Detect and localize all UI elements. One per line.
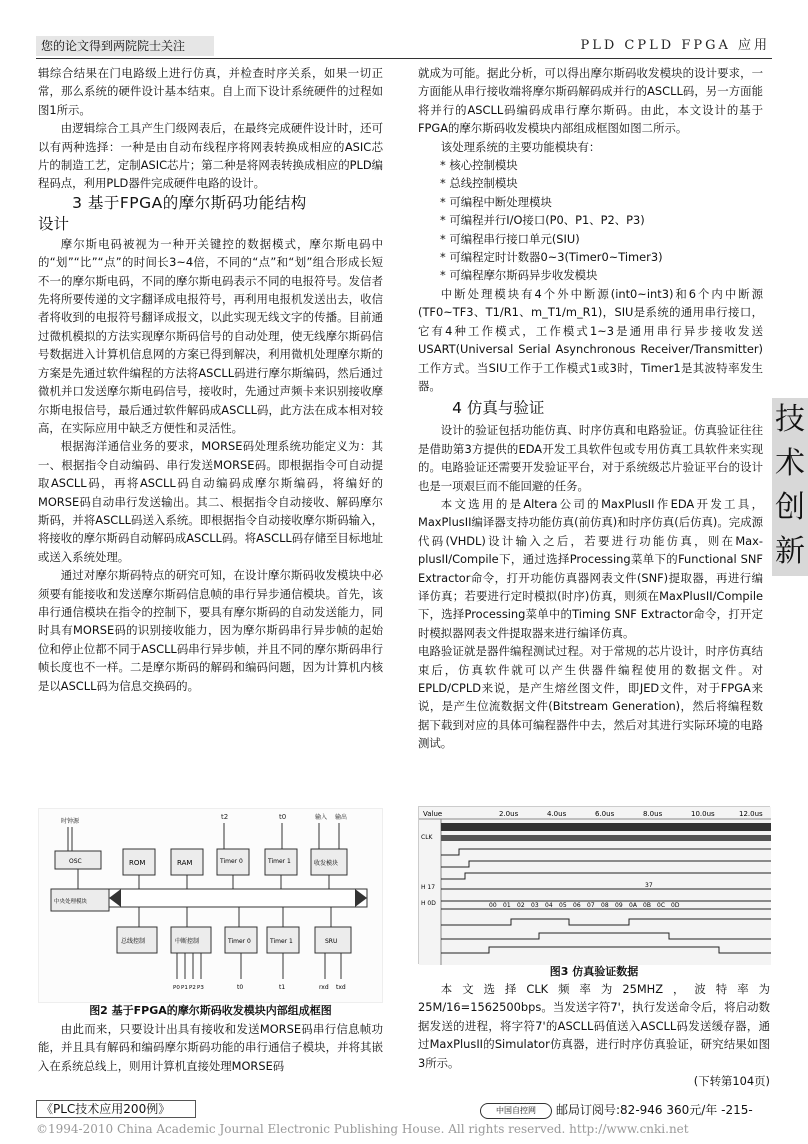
paragraph: 根据海洋通信业务的要求，MORSE码处理系统功能定义为：其一、根据指令自动编码、串行发送MORSE码。即根据指令可自动提取ASCLL码，再将ASCLL码自动编码成摩尔斯编码，将编好的MORSE码自动串行发送输出。其二、根据指令自动接收、解码摩尔斯码，并将ASCLL码送入系统。即根据指令自动接收摩尔斯码输入，将接收的摩尔斯码自动解码成ASCLL码。将ASCLL码存储至目标地址或送入系统处理。 <box>38 439 383 564</box>
fig2-block: 中断控制 <box>175 938 200 945</box>
fig2-label: 输入 <box>315 814 328 821</box>
header-rule <box>36 58 772 59</box>
fig3-row-label: H 17 <box>421 884 436 891</box>
fig2-label: P3 <box>197 985 204 991</box>
right-column <box>418 64 763 753</box>
fig3-hex-value: 06 <box>573 902 581 909</box>
copyright-watermark: ©1994-2010 China Academic Journal Electronic Publishing House. All rights reserved. http://www.cnki.net <box>36 1122 689 1136</box>
side-tab <box>772 398 808 576</box>
fig2-label: rxd <box>319 984 329 991</box>
fig2-block: 总线控制 <box>121 938 146 945</box>
fig3-hex-value: 03 <box>531 902 539 909</box>
fig3-time-label: 10.0us <box>691 810 715 818</box>
fig3-hex-value: 01 <box>503 902 511 909</box>
list-item: * 可编程串行接口单元(SIU) <box>440 231 580 246</box>
fig3-time-label: 8.0us <box>643 810 663 818</box>
fig2-block: SRU <box>325 938 338 945</box>
fig3-time-label: 4.0us <box>547 810 567 818</box>
continuation-note: (下转第104页) <box>693 1074 770 1089</box>
figure-3-caption: 图3 仿真验证数据 <box>549 965 639 978</box>
fig2-block: RAM <box>177 859 193 867</box>
paragraph: 辑综合结果在门电路级上进行仿真，并检查时序关系，如果一切正常，那么系统的硬件设计基本结束。自上而下设计系统硬件的过程如图1所示。 <box>38 66 383 117</box>
footer-subscription <box>480 1101 772 1119</box>
paragraph: 该处理系统的主要功能模块有： <box>440 139 601 154</box>
fig2-block: OSC <box>69 858 82 865</box>
fig3-time-label: Value <box>423 810 443 818</box>
publisher-logo: 中国自控网 <box>480 1103 552 1119</box>
side-tab-char: 术 <box>775 446 805 481</box>
fig3-hex-value: 04 <box>545 902 553 909</box>
paragraph: 中断处理模块有4个外中断源(int0~int3)和6个内中断源(TF0~TF3、T1/R1、m_T1/m_R1)，SIU是系统的通用串行接口，它有4种工作模式，工作模式1~3是通用串行异步接收发送USART(Universal Serial Asynchronous Receiver/Transmitter)工作方式。当SIU工作于工作模式1或3时，Timer1是其波特率发生器。 <box>418 286 763 393</box>
list-item: * 可编程定时计数器0~3(Timer0~Timer3) <box>440 250 663 265</box>
fig3-hex-value: 0B <box>643 902 651 909</box>
right-column-bottom <box>418 980 770 1090</box>
fig3-hex-value: 37 <box>645 882 653 889</box>
fig3-row-label: H 0D <box>421 900 436 907</box>
list-item: * 可编程摩尔斯码异步收发模块 <box>440 268 598 283</box>
left-column-bottom <box>38 1020 383 1075</box>
paragraph: 本文选用的是Altera公司的MaxPlusII作EDA开发工具，MaxPlusII编译器支持功能仿真(前仿真)和时序仿真(后仿真)。完成源代码(VHDL)设计输入之后，若要进行功能仿真，则在Max-plusII/Compile下，通过选择Processing菜单下的Functional SNF Extractor命令，打开功能仿真器网表文件(SNF)提取器，再进行编译仿真；若要进行定时模拟(时序)仿真，则须在MaxPlusII/Compile下，选择Processing菜单中的Timing SNF Extractor命令，打开定时模拟器网表文件提取器来进行编译仿真。 <box>418 496 763 640</box>
fig2-block: Timer 1 <box>268 858 291 865</box>
fig2-label: t0 <box>279 813 287 821</box>
fig2-label: P1 <box>181 985 188 991</box>
fig2-block: Timer 0 <box>228 938 251 945</box>
section-header: PLD CPLD FPGA 应用 <box>580 38 770 53</box>
list-item: * 总线控制模块 <box>440 176 518 191</box>
fig2-block: ROM <box>129 859 146 867</box>
fig3-row-label: CLK <box>421 834 433 841</box>
fig3-hex-value: 0C <box>657 902 666 909</box>
figure-3-simulation-waveform <box>418 806 770 964</box>
fig3-hex-value: 05 <box>559 902 567 909</box>
figure-2-caption: 图2 基于FPGA的摩尔斯码收发模块内部组成框图 <box>89 1004 332 1017</box>
fig2-block: 中央处理模块 <box>54 899 88 905</box>
section-heading-4: 4 仿真与验证 <box>452 399 545 418</box>
fig3-hex-value: 00 <box>489 902 497 909</box>
fig3-hex-value: 09 <box>615 902 623 909</box>
list-item: * 可编程中断处理模块 <box>440 194 552 209</box>
fig2-block: 收发模块 <box>314 860 339 867</box>
fig3-hex-value: 07 <box>587 902 595 909</box>
fig3-time-label: 2.0us <box>499 810 519 818</box>
paragraph: 设计的验证包括功能仿真、时序仿真和电路验证。仿真验证往往是借助第3方提供的EDA开发工具软件包或专用仿真工具软件来实现的。电路验证还需要开发验证平台，对于系统级芯片验证平台的设计也是一项艰巨而不能回避的任务。 <box>418 423 763 493</box>
side-tab-char: 技 <box>775 402 805 437</box>
left-column <box>38 64 383 695</box>
fig2-label: P0 <box>173 985 180 991</box>
fig3-hex-value: 02 <box>517 902 525 909</box>
section-heading-3-cont: 设计 <box>38 214 70 233</box>
list-item: * 核心控制模块 <box>440 158 518 173</box>
paragraph: 本文选择CLK频率为25MHZ，波特率为25M/16=1562500bps。当发送字符7'，执行发送命令后，将启动数据发送的进程，将字符7'的ASCLL码值送入ASCLL码发送缓存器，通过MaxPlusII的Simulator仿真器，进行时序仿真验证，研究结果如图3所示。 <box>418 982 770 1070</box>
footer-book-title: 《PLC技术应用200例》 <box>36 1100 196 1118</box>
fig2-label: txd <box>336 984 346 991</box>
paragraph: 通过对摩尔斯码特点的研究可知，在设计摩尔斯码收发模块中必须要有能接收和发送摩尔斯码信息帧的串行异步通信模块。首先，该串行通信模块在指令的控制下，要具有摩尔斯码的自动发送能力，同时具有MORSE码的识别接收能力，因为摩尔斯码串行异步帧的起始位和停止位都不同于ASCLL码串行异步帧，并且不同的摩尔斯码串行帧长度也不一样。二是摩尔斯码的解码和编码问题，因为计算机内核是以ASCLL码为信息交换码的。 <box>38 568 383 693</box>
fig2-label: P2 <box>189 985 196 991</box>
paragraph: 摩尔斯电码被视为一种开关键控的数据模式，摩尔斯电码中的“划”“比”“点”的时间长3~4倍，不同的“点”和“划”组合形成长短不一的摩尔斯电码，不同的摩尔斯电码表示不同的电报符号。发信者先将所要传递的文字翻译成电报符号，再利用电报机发送出去，收信者将收到的电报符号翻译成报文，以此实现无线文字的传播。目前通过微机模拟的方法实现摩尔斯码信号的自动处理，使无线摩尔斯码信号数据进入计算机信息网的方案已得到解决，利用微机处理摩尔斯的方案是先通过软件编程的方法将ASCLL码进行摩尔斯编码，然后通过微机并口发送摩尔斯电码信号，接收时，先通过声频卡来识别接收摩尔斯电报信号，最后通过软件解码成ASCLL码，此方法在成本相对较高，在实际应用中缺乏方便性和灵活性。 <box>38 236 383 435</box>
fig2-label: 时钟源 <box>61 818 80 825</box>
fig3-time-label: 6.0us <box>595 810 615 818</box>
paragraph: 由逻辑综合工具产生门级网表后，在最终完成硬件设计时，还可以有两种选择：一种是由自动布线程序将网表转换成相应的ASIC芯片的制造工艺，定制ASIC芯片；第二种是将网表转换成相应的PLD编程码点，利用PLD器件完成硬件电路的设计。 <box>38 121 383 191</box>
paragraph: 就成为可能。据此分析，可以得出摩尔斯码收发模块的设计要求，一方面能从串行接收端将摩尔斯码解码成并行的ASCLL码，另一方面能将并行的ASCLL码编码成串行摩尔斯码。由此，本文设计的基于FPGA的摩尔斯码收发模块内部组成框图如图二所示。 <box>418 66 763 136</box>
figure-2-block-diagram <box>38 808 383 1003</box>
paragraph: 电路验证就是器件编程测试过程。对于常规的芯片设计，时序仿真结束后，仿真软件就可以产生供器件编程使用的数据文件。对EPLD/CPLD来说，是产生熔丝图文件，即JED文件，对于FPGA来说，是产生位流数据文件(Bitstream Generation)，然后将编程数据下载到对应的具体可编程器件中去，然后对其进行实际环境的电路测试。 <box>418 644 763 751</box>
list-item: * 可编程并行I/O接口(P0、P1、P2、P3) <box>440 213 645 228</box>
journal-banner: 您的论文得到两院院士关注 <box>36 36 214 56</box>
side-tab-char: 新 <box>775 534 805 569</box>
fig3-hex-value: 0A <box>629 902 637 909</box>
footer-page-info: 邮局订阅号:82-946 360元/年 -215- <box>556 1103 753 1117</box>
fig2-block: Timer 1 <box>270 938 293 945</box>
side-tab-char: 创 <box>775 490 805 525</box>
fig2-label: 输出 <box>335 814 348 821</box>
fig3-hex-value: 08 <box>601 902 609 909</box>
fig2-label: t2 <box>221 813 229 821</box>
fig3-time-label: 12.0us <box>739 810 763 818</box>
fig3-hex-value: 0D <box>671 902 680 909</box>
fig2-label: t1 <box>279 984 286 991</box>
fig2-block: Timer 0 <box>220 858 243 865</box>
paragraph: 由此而来，只要设计出具有接收和发送MORSE码串行信息帧功能，并且具有解码和编码摩尔斯码功能的串行通信子模块，并将其嵌入在系统总线上，则用计算机直接处理MORSE码 <box>38 1022 383 1073</box>
section-heading-3: 3 基于FPGA的摩尔斯码功能结构 <box>72 193 307 212</box>
fig2-label: t0 <box>237 984 244 991</box>
